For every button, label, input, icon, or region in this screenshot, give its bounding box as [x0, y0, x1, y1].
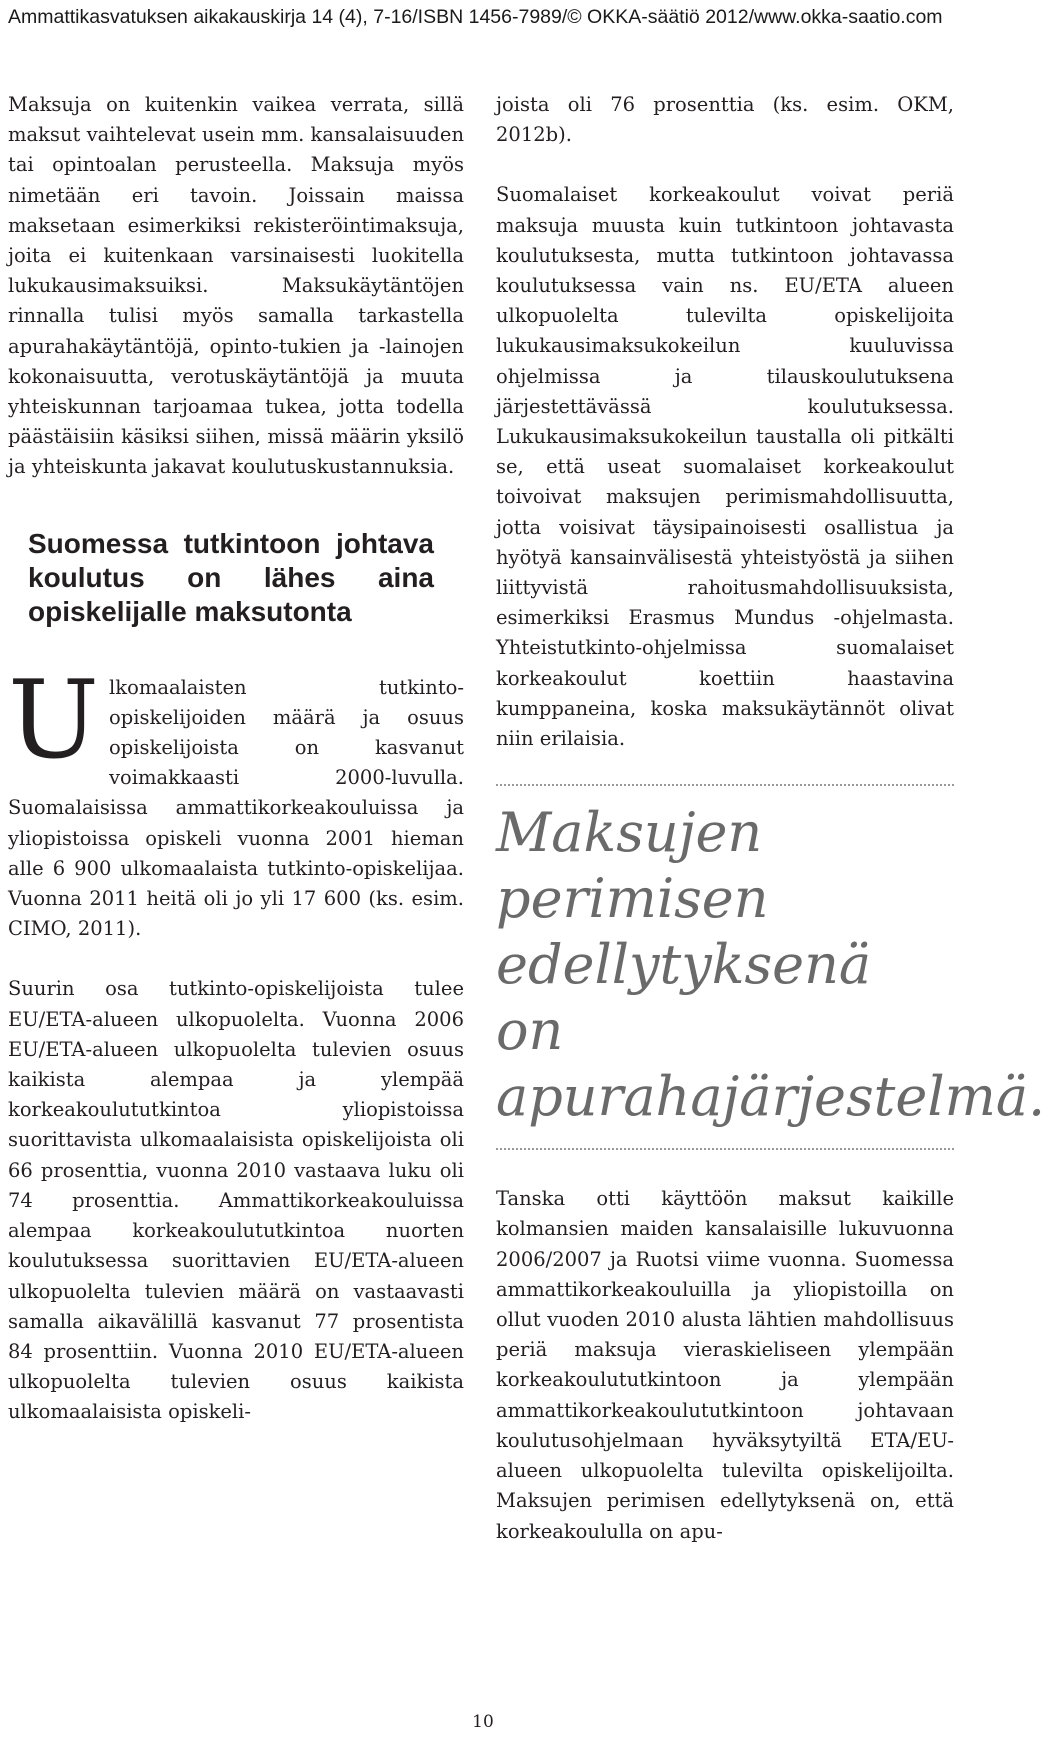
pull-quote-text: Maksujen perimisen edellytyksenä on apurahajärjestelmä.	[496, 801, 1045, 1129]
body-paragraph: Tanska otti käyttöön maksut kaikille kolmansien maiden kansalaisille lukuvuonna 2006/2007 ja Ruotsi viime vuonna. Suomessa ammattikorkeakouluilla ja yliopistoilla on ollut vuoden 2010 alusta lähtien mahdollisuus periä maksuja vieraskieliseen ylempään korkeakoulututkintoon ja ylempään ammattikorkeakoulututkintoon johtavaan koulutusohjelmaan hyväksytyiltä ETA/EU-alueen ulkopuolelta tulevilta opiskelijoilta. Maksujen perimisen edellytyksenä on, että korkeakoululla on apu-	[496, 1187, 954, 1543]
left-column	[8, 90, 464, 1428]
dropcap-paragraph-text: lkomaalaisten tutkinto-opiskelijoiden määrä ja osuus opiskelijoista on kasvanut voimakkaasti 2000-luvulla. Suomalaisissa ammattikorkeakouluissa ja yliopistoissa opiskeli vuonna 2001 hieman alle 6 900 ulkomaalaista tutkinto-opiskelijaa. Vuonna 2011 heitä oli jo yli 17 600 (ks. esim. CIMO, 2011).	[8, 675, 464, 941]
body-paragraph: Maksuja on kuitenkin vaikea verrata, sillä maksut vaihtelevat usein mm. kansalaisuuden tai opintoalan perusteella. Maksuja myös nimetään eri tavoin. Joissain maissa maksetaan esimerkiksi rekisteröintimaksuja, joita ei kuitenkaan varsinaisesti luokitella lukukausimaksuiksi. Maksukäytäntöjen rinnalla tulisi myös samalla tarkastella apurahakäytäntöjä, opinto-tukien ja -lainojen kokonaisuutta, verotuskäytäntöjä ja muuta yhteiskunnan tarjoamaa tukea, jotta todella päästäisiin käsiksi siihen, missä määrin yksilö ja yhteiskunta jakavat koulutuskustannuksia.	[8, 93, 464, 479]
body-paragraph-with-dropcap	[8, 657, 464, 945]
body-paragraph: Suomalaiset korkeakoulut voivat periä maksuja muusta kuin tutkintoon johtavasta koulutuksesta, mutta tutkintoon johtavassa koulutuksessa vain ns. EU/ETA alueen ulkopuolelta tulevilta opiskelijoita lukukausimaksukokeilun kuuluvissa ohjelmissa ja tilauskoulutuksena järjestettävässä koulutuksessa. Lukukausimaksukokeilun taustalla oli pitkälti se, että useat suomalaiset korkeakoulut toivoivat maksujen perimismahdollisuutta, jotta voisivat täysipainoisesti osallistua ja hyötyä kansainvälisestä yhteistyöstä ja siihen liittyvistä rahoitusmahdollisuuksista, esimerkiksi Erasmus Mundus -ohjelmasta. Yhteistutkinto-ohjelmissa suomalaiset korkeakoulut koettiin haastavina kumppaneina, koska maksukäytännöt olivat niin erilaisia.	[496, 183, 954, 751]
body-paragraph: Suurin osa tutkinto-opiskelijoista tulee EU/ETA-alueen ulkopuolelta. Vuonna 2006 EU/ETA-alueen ulkopuolelta tulevien osuus kaikista alempaa ja ylempää korkeakoulututkintoa yliopistoissa suorittavista ulkomaalaisista opiskelijoista oli 66 prosenttia, vuonna 2010 vastaava luku oli 74 prosenttia. Ammattikorkeakouluissa alempaa korkeakoulututkintoa nuorten koulutuksessa suorittavien EU/ETA-alueen ulkopuolelta tulevien määrä on vastaavasti samalla aikavälillä kasvanut 77 prosentista 84 prosenttiin. Vuonna 2010 EU/ETA-alueen ulkopuolelta tulevien osuus kaikista ulkomaalaisista opiskeli-	[8, 977, 464, 1424]
drop-cap-letter: U	[8, 657, 100, 783]
body-paragraph: joista oli 76 prosenttia (ks. esim. OKM, 2012b).	[496, 93, 954, 147]
section-subheading: Suomessa tutkintoon johtava koulutus on lähes aina opiskelijalle maksutonta	[28, 527, 434, 627]
right-column	[496, 90, 1045, 1547]
pull-quote	[496, 784, 1045, 1150]
journal-header: Ammattikasvatuksen aikakauskirja 14 (4), 7-16/ISBN 1456-7989/© OKKA-säätiö 2012/www.okka-saatio.com	[8, 6, 943, 28]
page-number: 10	[472, 1712, 494, 1732]
